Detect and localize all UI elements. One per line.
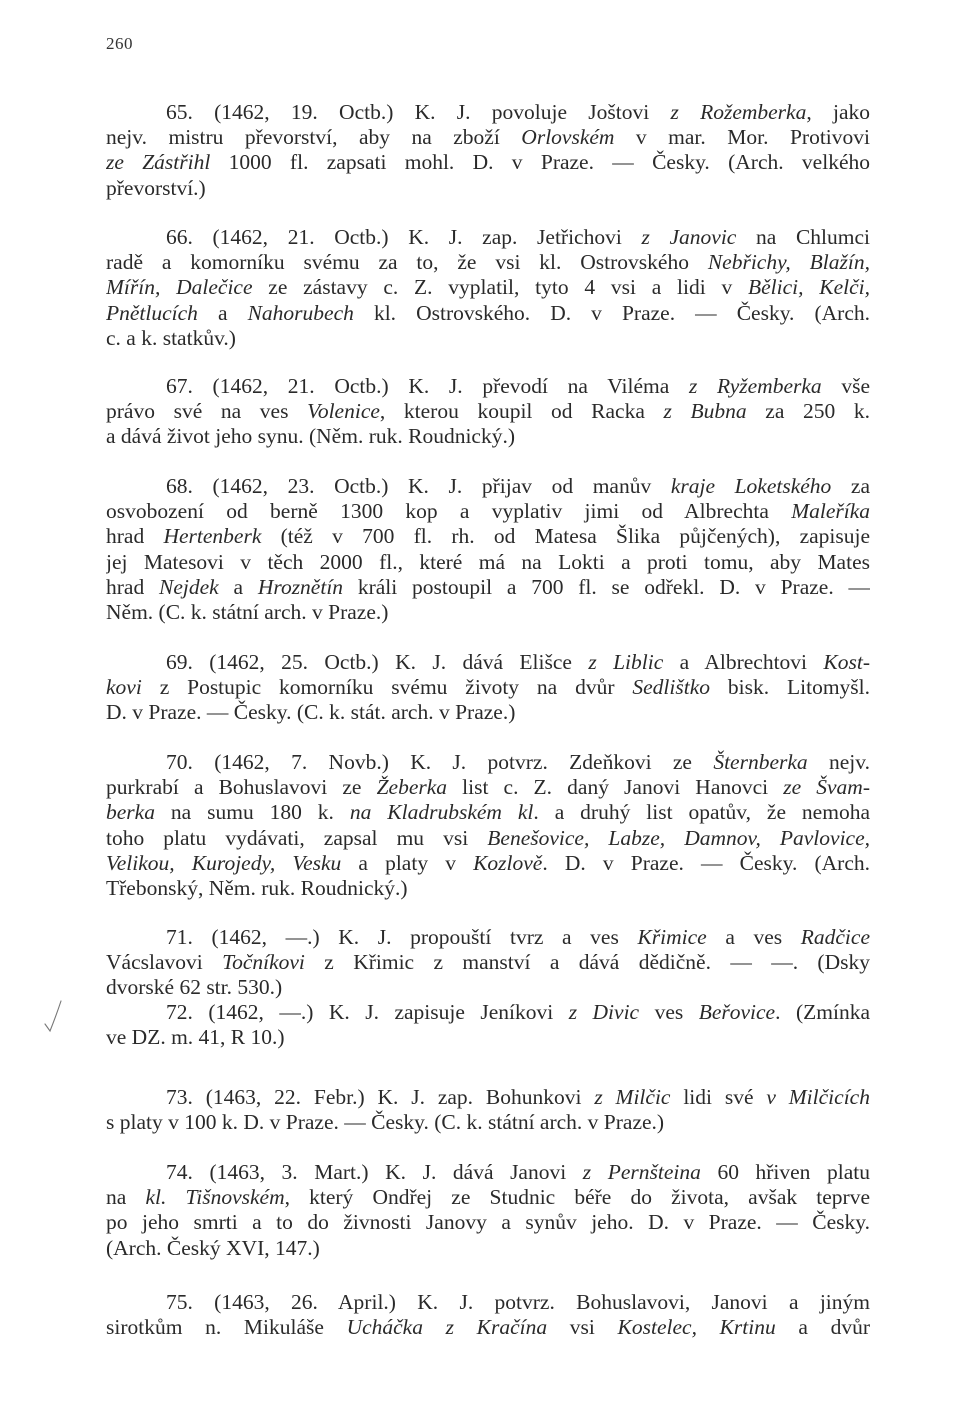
italic-text: Volenice bbox=[307, 399, 380, 424]
text-line bbox=[106, 950, 870, 974]
italic-text: Bělici, Kelči, bbox=[747, 275, 870, 300]
text: Něm. (C. k. státní arch. v Praze.) bbox=[106, 600, 389, 624]
text: , který Ondřej ze Studnic béře do života, avšak teprve bbox=[284, 1185, 870, 1210]
italic-text: z Bubna bbox=[663, 399, 747, 424]
italic-text: Sedlištko bbox=[632, 675, 711, 700]
text-line bbox=[166, 374, 870, 398]
text: Vácslavovi bbox=[106, 950, 223, 975]
text-line bbox=[106, 1110, 870, 1134]
text: 73. (1463, 22. Febr.) K. J. zap. Bohunkovi bbox=[166, 1085, 595, 1109]
text-line bbox=[166, 750, 870, 774]
text-line bbox=[106, 1025, 870, 1049]
text: a ves bbox=[706, 925, 801, 949]
text: , jako bbox=[806, 100, 870, 124]
italic-text: kovi bbox=[106, 675, 142, 700]
text-line bbox=[106, 301, 870, 325]
text: a platy v bbox=[341, 850, 474, 875]
text: převorství.) bbox=[106, 175, 206, 200]
text-line bbox=[106, 1236, 870, 1260]
text: a dává život jeho synu. (Něm. ruk. Roudnický.) bbox=[106, 424, 516, 449]
text: (Arch. Český XVI, 147.) bbox=[106, 1235, 320, 1260]
text: hrad bbox=[106, 524, 164, 549]
italic-text: z Ryžemberka bbox=[688, 374, 822, 398]
italic-text: z Milčic bbox=[594, 1085, 671, 1109]
text-line bbox=[106, 600, 870, 624]
text: na Chlumci bbox=[736, 225, 870, 249]
text: 66. (1462, 21. Octb.) K. J. zap. Jetřichovi bbox=[166, 225, 642, 249]
text: c. a k. statkův.) bbox=[106, 325, 236, 350]
italic-text: Nebřichy, Blažín, bbox=[707, 250, 870, 275]
text: a bbox=[197, 300, 248, 325]
italic-text: Ucháčka z Kračína bbox=[346, 1315, 548, 1340]
text-line bbox=[106, 1185, 870, 1209]
text-line bbox=[106, 326, 870, 350]
text: ze zástavy c. Z. vyplatil, tyto 4 vsi a lidi v bbox=[252, 275, 748, 300]
italic-text: Hertenberk bbox=[163, 524, 262, 549]
margin-check-mark-icon bbox=[42, 998, 64, 1034]
text-line bbox=[106, 975, 870, 999]
text: hrad bbox=[106, 574, 159, 599]
text: 60 hřiven platu bbox=[700, 1160, 870, 1184]
text: ves bbox=[639, 1000, 699, 1024]
text-line bbox=[106, 550, 870, 574]
text: vsi bbox=[547, 1315, 618, 1340]
italic-text: Kostelec, Krtinu bbox=[617, 1315, 776, 1340]
text: nejv. mistru převorství, aby na zboží bbox=[106, 125, 522, 150]
text-line bbox=[106, 399, 870, 423]
italic-text: v Milčicích bbox=[766, 1085, 870, 1109]
text-line bbox=[166, 474, 870, 498]
text: za 250 k. bbox=[746, 399, 870, 424]
text: purkrabí a Bohuslavovi ze bbox=[106, 775, 377, 800]
text-line bbox=[166, 1000, 870, 1024]
italic-text: Točníkovi bbox=[222, 950, 305, 975]
italic-text: Kozlově bbox=[473, 850, 543, 875]
text-line bbox=[106, 424, 870, 448]
text: lidi své bbox=[670, 1085, 767, 1109]
italic-text: Křimice bbox=[637, 925, 707, 949]
text: na bbox=[106, 1185, 146, 1210]
italic-text: Benešovice, Labze, Damnov, Pavlovice, bbox=[487, 825, 870, 850]
text-line bbox=[106, 524, 870, 548]
text: bisk. Litomyšl. bbox=[710, 675, 870, 700]
text: . a druhý list opatův, že nemoha bbox=[533, 800, 870, 825]
italic-text: z Rožemberka bbox=[670, 100, 807, 124]
text: s platy v 100 k. D. v Praze. — Česky. (C. k. státní arch. v Praze.) bbox=[106, 1110, 665, 1135]
text-line bbox=[106, 851, 870, 875]
italic-text: berka bbox=[106, 800, 155, 825]
text: jej Matesovi v těch 2000 fl., které má na Lokti a proti tomu, aby Mates bbox=[106, 549, 870, 574]
text-line bbox=[106, 250, 870, 274]
italic-text: Nahorubech bbox=[247, 300, 354, 325]
text-line bbox=[106, 1210, 870, 1234]
text-line bbox=[166, 100, 870, 124]
text: D. v Praze. — Česky. (C. k. stát. arch. v Praze.) bbox=[106, 700, 516, 725]
italic-text: Pnětlucích bbox=[106, 300, 198, 325]
text-line bbox=[106, 1315, 870, 1339]
text: právo své na ves bbox=[106, 399, 308, 424]
text: toho platu vydávati, zapsal mu vsi bbox=[106, 825, 488, 850]
text: králi postoupil a 700 fl. se odřekl. D. v Praze. — bbox=[343, 574, 870, 599]
italic-text: kraje Loketského bbox=[670, 474, 832, 498]
text-line bbox=[166, 1160, 870, 1184]
italic-text: Orlovském bbox=[521, 125, 615, 150]
text-line bbox=[106, 826, 870, 850]
text: za bbox=[831, 474, 870, 498]
italic-text: Beřovice bbox=[698, 1000, 776, 1024]
text: a bbox=[218, 574, 258, 599]
text-line bbox=[166, 1290, 870, 1314]
text: Třebonský, Něm. ruk. Roudnický.) bbox=[106, 876, 408, 900]
text: osvobození od berně 1300 kop a vyplativ jimi od Albrechta bbox=[106, 499, 792, 524]
text-line bbox=[166, 1085, 870, 1109]
text-line bbox=[106, 150, 870, 174]
text: na sumu 180 k. bbox=[154, 800, 350, 825]
text-line bbox=[106, 125, 870, 149]
italic-text: ze Švam- bbox=[783, 775, 870, 800]
text-line bbox=[106, 775, 870, 799]
text: nejv. bbox=[807, 750, 870, 774]
text: (též v 700 fl. rh. od Matesa Šlika půjčených), zapisuje bbox=[261, 524, 870, 549]
text: vše bbox=[821, 374, 870, 398]
text: 65. (1462, 19. Octb.) K. J. povoluje Joštovi bbox=[166, 100, 671, 124]
text: 74. (1463, 3. Mart.) K. J. dává Janovi bbox=[166, 1160, 583, 1184]
text: radě a komorníku svému za to, že vsi kl. Ostrovského bbox=[106, 250, 708, 275]
text: 72. (1462, —.) K. J. zapisuje Jeníkovi bbox=[166, 1000, 569, 1024]
italic-text: kl. Tišnovském bbox=[145, 1185, 285, 1210]
italic-text: z Liblic bbox=[588, 650, 664, 674]
text: a dvůr bbox=[775, 1315, 870, 1340]
text: v mar. Mor. Protivovi bbox=[614, 125, 870, 150]
text: sirotkům n. Mikuláše bbox=[106, 1315, 347, 1340]
italic-text: z Pernšteina bbox=[582, 1160, 701, 1184]
italic-text: Maleříka bbox=[791, 499, 870, 524]
italic-text: Hroznětín bbox=[257, 574, 344, 599]
text: 70. (1462, 7. Novb.) K. J. potvrz. Zdeňkovi ze bbox=[166, 750, 714, 774]
text-line bbox=[166, 225, 870, 249]
text: z Postupic komorníku svému životy na dvůr bbox=[141, 675, 633, 700]
italic-text: Nejdek bbox=[159, 574, 219, 599]
text: ve DZ. m. 41, R 10.) bbox=[106, 1025, 285, 1050]
italic-text: Mířín, Dalečice bbox=[106, 275, 253, 300]
text: kl. Ostrovského. D. v Praze. — Česky. (Arch. bbox=[353, 300, 870, 325]
italic-text: Velikou, Kurojedy, Vesku bbox=[106, 850, 342, 875]
text: a Albrechtovi bbox=[663, 650, 824, 674]
text: 69. (1462, 25. Octb.) K. J. dává Elišce bbox=[166, 650, 589, 674]
text: po jeho smrti a to do živnosti Janovy a synův jeho. D. v Praze. — Česky. bbox=[106, 1210, 870, 1235]
text: , kterou koupil od Racka bbox=[379, 399, 664, 424]
text-line bbox=[106, 800, 870, 824]
italic-text: ze Zástřihl bbox=[106, 150, 211, 175]
text: 67. (1462, 21. Octb.) K. J. převodí na Viléma bbox=[166, 374, 689, 398]
text: 75. (1463, 26. April.) K. J. potvrz. Bohuslavovi, Janovi a jiným bbox=[166, 1290, 870, 1314]
italic-text: Žeberka bbox=[376, 775, 448, 800]
text-line bbox=[166, 650, 870, 674]
text: list c. Z. daný Janovi Hanovci bbox=[447, 775, 784, 800]
italic-text: Šternberka bbox=[713, 750, 808, 774]
text: z Křimic z manství a dává dědičně. — —. (Dsky bbox=[304, 950, 870, 975]
page-number: 260 bbox=[106, 34, 133, 53]
italic-text: Radčice bbox=[800, 925, 870, 949]
text: 1000 fl. zapsati mohl. D. v Praze. — Česky. (Arch. velkého bbox=[210, 150, 870, 175]
text: 68. (1462, 23. Octb.) K. J. přijav od manův bbox=[166, 474, 671, 498]
text-line bbox=[106, 176, 870, 200]
text: . D. v Praze. — Česky. (Arch. bbox=[542, 850, 870, 875]
italic-text: z Janovic bbox=[641, 225, 737, 249]
text-line bbox=[106, 675, 870, 699]
text-line bbox=[106, 876, 870, 900]
text-line bbox=[106, 575, 870, 599]
italic-text: na Kladrubském kl bbox=[349, 800, 534, 825]
text: . (Zmínka bbox=[775, 1000, 870, 1024]
text-line bbox=[106, 700, 870, 724]
text-line bbox=[106, 499, 870, 523]
italic-text: z Divic bbox=[568, 1000, 640, 1024]
text-line bbox=[106, 275, 870, 299]
text: 71. (1462, —.) K. J. propouští tvrz a ves bbox=[166, 925, 638, 949]
text-line bbox=[166, 925, 870, 949]
italic-text: Kost- bbox=[823, 650, 870, 674]
text: dvorské 62 str. 530.) bbox=[106, 975, 283, 1000]
